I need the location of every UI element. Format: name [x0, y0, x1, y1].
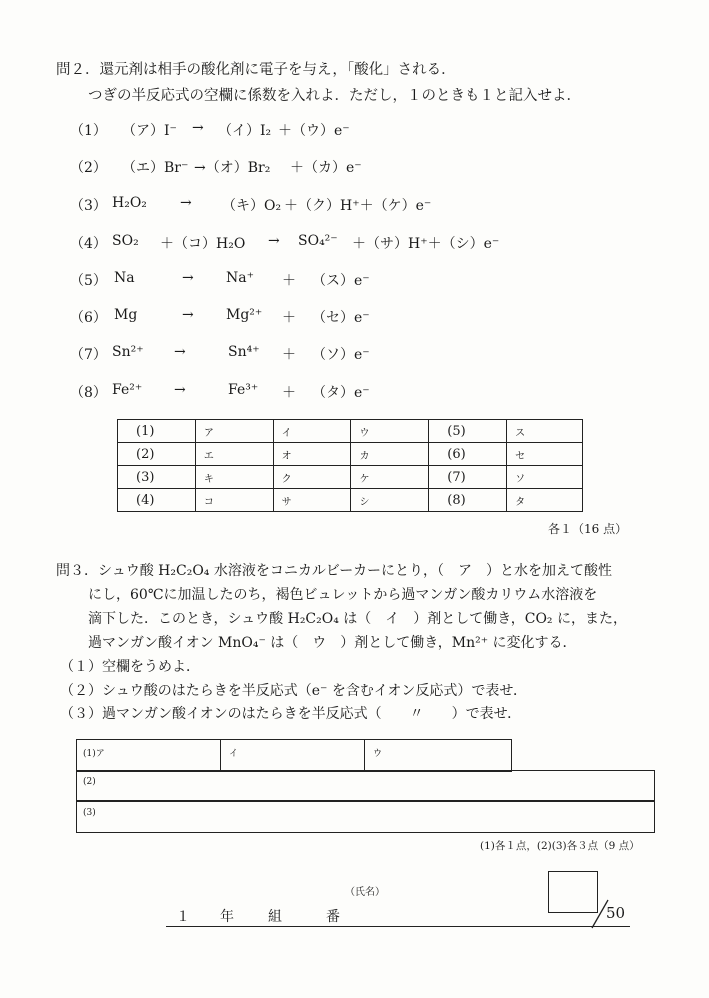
q2-line1: 問２．還元剤は相手の酸化剤に電子を与え，「酸化」される．: [56, 62, 456, 78]
equation-term: SO₄²⁻: [298, 233, 338, 249]
q3-answer-row2[interactable]: [76, 770, 655, 802]
equation-number: （5）: [70, 273, 107, 289]
answer-cell[interactable]: ソ: [507, 466, 583, 489]
equation-term: （キ）O₂: [222, 198, 282, 214]
grade-number: １: [176, 909, 190, 925]
answer-box-label: (3): [83, 808, 96, 818]
equation-number: （3）: [70, 198, 107, 214]
answer-cell[interactable]: サ: [273, 489, 351, 512]
equation-term: Fe²⁺: [112, 382, 143, 398]
equation-term: ＋: [282, 385, 296, 401]
equation-term: SO₂: [112, 233, 139, 249]
equation-term: Na: [114, 270, 135, 286]
equation-term: →: [268, 233, 280, 249]
answer-cell[interactable]: キ: [195, 466, 273, 489]
table-row: [118, 466, 583, 489]
q3-line4: 過マンガン酸イオン MnO₄⁻ は（ ウ ）剤として働き，Mn²⁺ に変化する．: [88, 635, 577, 651]
equation-term: （イ）I₂: [218, 123, 272, 139]
equation-term: H₂O₂: [112, 195, 147, 211]
answer-box-a[interactable]: (1)ア: [83, 749, 105, 759]
answer-box-label: (2): [83, 777, 96, 787]
name-label: （氏名）: [345, 887, 385, 898]
q2-line2: つぎの半反応式の空欄に係数を入れよ．ただし，１のときも１と記入せよ．: [88, 88, 581, 104]
equation-term: （ア）I⁻: [122, 123, 177, 139]
q3-answer-row1: [76, 739, 512, 772]
q3-line3: 滴下した．このとき，シュウ酸 H₂C₂O₄ は（ イ ）剤として働き，CO₂ に，また，: [88, 611, 627, 627]
equation-term: ＋: [282, 273, 296, 289]
table-row: [118, 489, 583, 512]
row-label: (5): [429, 420, 507, 443]
equation-term: →: [180, 195, 192, 211]
answer-cell[interactable]: シ: [351, 489, 429, 512]
equation-number: （2）: [70, 160, 107, 176]
answer-cell[interactable]: ス: [507, 420, 583, 443]
equation-number: （8）: [70, 385, 107, 401]
number-label: 番: [326, 909, 340, 925]
answer-cell[interactable]: タ: [507, 489, 583, 512]
equation-term: ＋: [282, 347, 296, 363]
equation-number: （1）: [70, 123, 107, 139]
class-label: 組: [268, 909, 282, 925]
q3-score: (1)各１点，(2)(3)各３点（9 点）: [480, 840, 640, 852]
row-label: (4): [118, 489, 196, 512]
answer-cell[interactable]: ケ: [351, 466, 429, 489]
q3-answer-row3[interactable]: [76, 800, 655, 833]
answer-cell[interactable]: セ: [507, 443, 583, 466]
equation-term: →: [192, 120, 204, 136]
answer-cell[interactable]: ウ: [351, 420, 429, 443]
answer-cell[interactable]: ク: [273, 466, 351, 489]
row-label: (8): [429, 489, 507, 512]
equation-term: Mg: [114, 307, 138, 323]
equation-term: Sn²⁺: [112, 344, 144, 360]
equation-term: （ス）e⁻: [312, 273, 370, 289]
q3-line2: にし，60℃に加温したのち，褐色ビュレットから過マンガン酸カリウム水溶液を: [88, 587, 598, 603]
name-underline: [166, 926, 630, 927]
equation-term: （セ）e⁻: [312, 310, 370, 326]
table-row: [118, 420, 583, 443]
answer-box-c[interactable]: ウ: [373, 749, 383, 759]
answer-box-b[interactable]: イ: [229, 749, 239, 759]
equation-term: Na⁺: [226, 270, 254, 286]
answer-cell[interactable]: エ: [195, 443, 273, 466]
answer-cell[interactable]: コ: [195, 489, 273, 512]
equation-number: （7）: [70, 347, 107, 363]
row-label: (1): [118, 420, 196, 443]
q2-score: 各１（16 点）: [548, 522, 628, 536]
row-label: (6): [429, 443, 507, 466]
equation-term: →: [182, 307, 194, 323]
q3-line1: 問３．シュウ酸 H₂C₂O₄ 水溶液をコニカルビーカーにとり，（ ア ）と水を加えて酸性: [56, 563, 613, 579]
q3-sub3: （３）過マンガン酸イオンのはたらきを半反応式（ 〃 ）で表せ．: [60, 706, 522, 722]
answer-cell[interactable]: オ: [273, 443, 351, 466]
q3-sub1: （１）空欄をうめよ．: [60, 659, 200, 675]
q2-answer-table: [117, 419, 583, 512]
total-points: 50: [606, 904, 626, 922]
equation-term: →（オ）Br₂: [194, 160, 271, 176]
equation-term: （タ）e⁻: [312, 385, 370, 401]
answer-cell[interactable]: カ: [351, 443, 429, 466]
equation-term: ＋（コ）H₂O: [160, 236, 246, 252]
equation-number: （4）: [70, 236, 107, 252]
grade-label: 年: [220, 909, 234, 925]
answer-cell[interactable]: ア: [195, 420, 273, 443]
equation-term: ＋（カ）e⁻: [290, 160, 362, 176]
q3-sub2: （２）シュウ酸のはたらきを半反応式（e⁻ を含むイオン反応式）で表せ．: [60, 683, 528, 699]
table-row: [118, 443, 583, 466]
row-label: (3): [118, 466, 196, 489]
equation-term: ＋（ウ）e⁻: [278, 123, 350, 139]
answer-cell[interactable]: イ: [273, 420, 351, 443]
equation-term: Fe³⁺: [228, 382, 259, 398]
equation-number: （6）: [70, 310, 107, 326]
equation-term: ＋（ク）H⁺＋（ケ）e⁻: [284, 198, 432, 214]
equation-term: ＋: [282, 310, 296, 326]
equation-term: ＋（サ）H⁺＋（シ）e⁻: [352, 236, 500, 252]
equation-term: （ソ）e⁻: [312, 347, 370, 363]
equation-term: →: [174, 344, 186, 360]
equation-term: →: [182, 270, 194, 286]
equation-term: （エ）Br⁻: [122, 160, 189, 176]
equation-term: Mg²⁺: [226, 307, 263, 323]
equation-term: →: [174, 382, 186, 398]
equation-term: Sn⁴⁺: [228, 344, 260, 360]
row-label: (7): [429, 466, 507, 489]
row-label: (2): [118, 443, 196, 466]
